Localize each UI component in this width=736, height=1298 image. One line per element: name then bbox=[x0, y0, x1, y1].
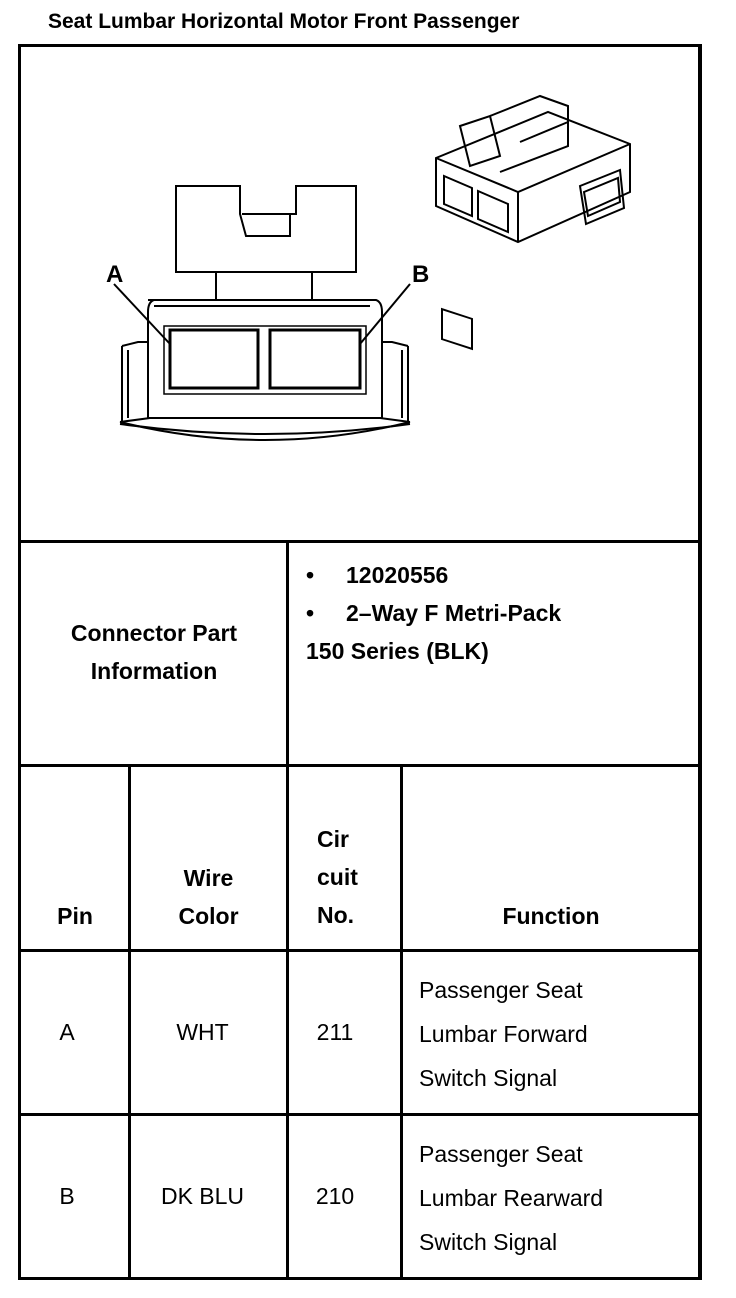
cell-function bbox=[419, 968, 699, 1100]
header-line: No. bbox=[317, 902, 355, 928]
divider bbox=[18, 949, 702, 952]
connector-type: 2–Way F Metri-Pack bbox=[346, 600, 562, 626]
bullet: • bbox=[306, 562, 315, 588]
function-line: Passenger Seat bbox=[419, 977, 583, 1003]
header-line: cuit bbox=[317, 864, 358, 890]
function-line: Switch Signal bbox=[419, 1065, 558, 1091]
header-wire-color bbox=[131, 859, 286, 935]
cell-circuit: 210 bbox=[315, 1183, 355, 1209]
divider bbox=[18, 540, 702, 543]
cell-function bbox=[419, 1132, 699, 1264]
part-info-label bbox=[22, 614, 286, 690]
function-line: Passenger Seat bbox=[419, 1141, 583, 1167]
connector-series: 150 Series (BLK) bbox=[306, 638, 489, 664]
divider bbox=[18, 764, 702, 767]
header-function: Function bbox=[502, 903, 600, 929]
cell-wire-color: WHT bbox=[176, 1019, 229, 1045]
connector-drawing-icon bbox=[20, 46, 700, 540]
part-info-values bbox=[306, 556, 696, 670]
header-line: Wire bbox=[183, 865, 234, 891]
divider bbox=[400, 764, 403, 1280]
header-circuit bbox=[289, 820, 400, 934]
function-line: Lumbar Rearward bbox=[419, 1185, 604, 1211]
part-number-item bbox=[306, 556, 696, 594]
pin-a-label: A bbox=[106, 261, 124, 288]
connector-type-item bbox=[306, 594, 696, 632]
header-line: Color bbox=[178, 903, 239, 929]
cell-wire-color: DK BLU bbox=[160, 1183, 245, 1209]
header-pin: Pin bbox=[57, 903, 93, 929]
page-title: Seat Lumbar Horizontal Motor Front Passenger bbox=[48, 10, 520, 33]
divider bbox=[18, 1113, 702, 1116]
part-info-label-line: Connector Part bbox=[70, 620, 238, 646]
cell-circuit: 211 bbox=[316, 1019, 354, 1045]
cell-pin: B bbox=[59, 1183, 75, 1209]
function-line: Lumbar Forward bbox=[419, 1021, 588, 1047]
header-line: Cir bbox=[317, 826, 349, 852]
part-number: 12020556 bbox=[346, 562, 449, 588]
part-info-label-line: Information bbox=[90, 658, 218, 684]
connector-figure bbox=[20, 46, 700, 540]
pin-b-label: B bbox=[412, 261, 430, 288]
cell-pin: A bbox=[59, 1019, 75, 1045]
function-line: Switch Signal bbox=[419, 1229, 558, 1255]
bullet: • bbox=[306, 600, 315, 626]
